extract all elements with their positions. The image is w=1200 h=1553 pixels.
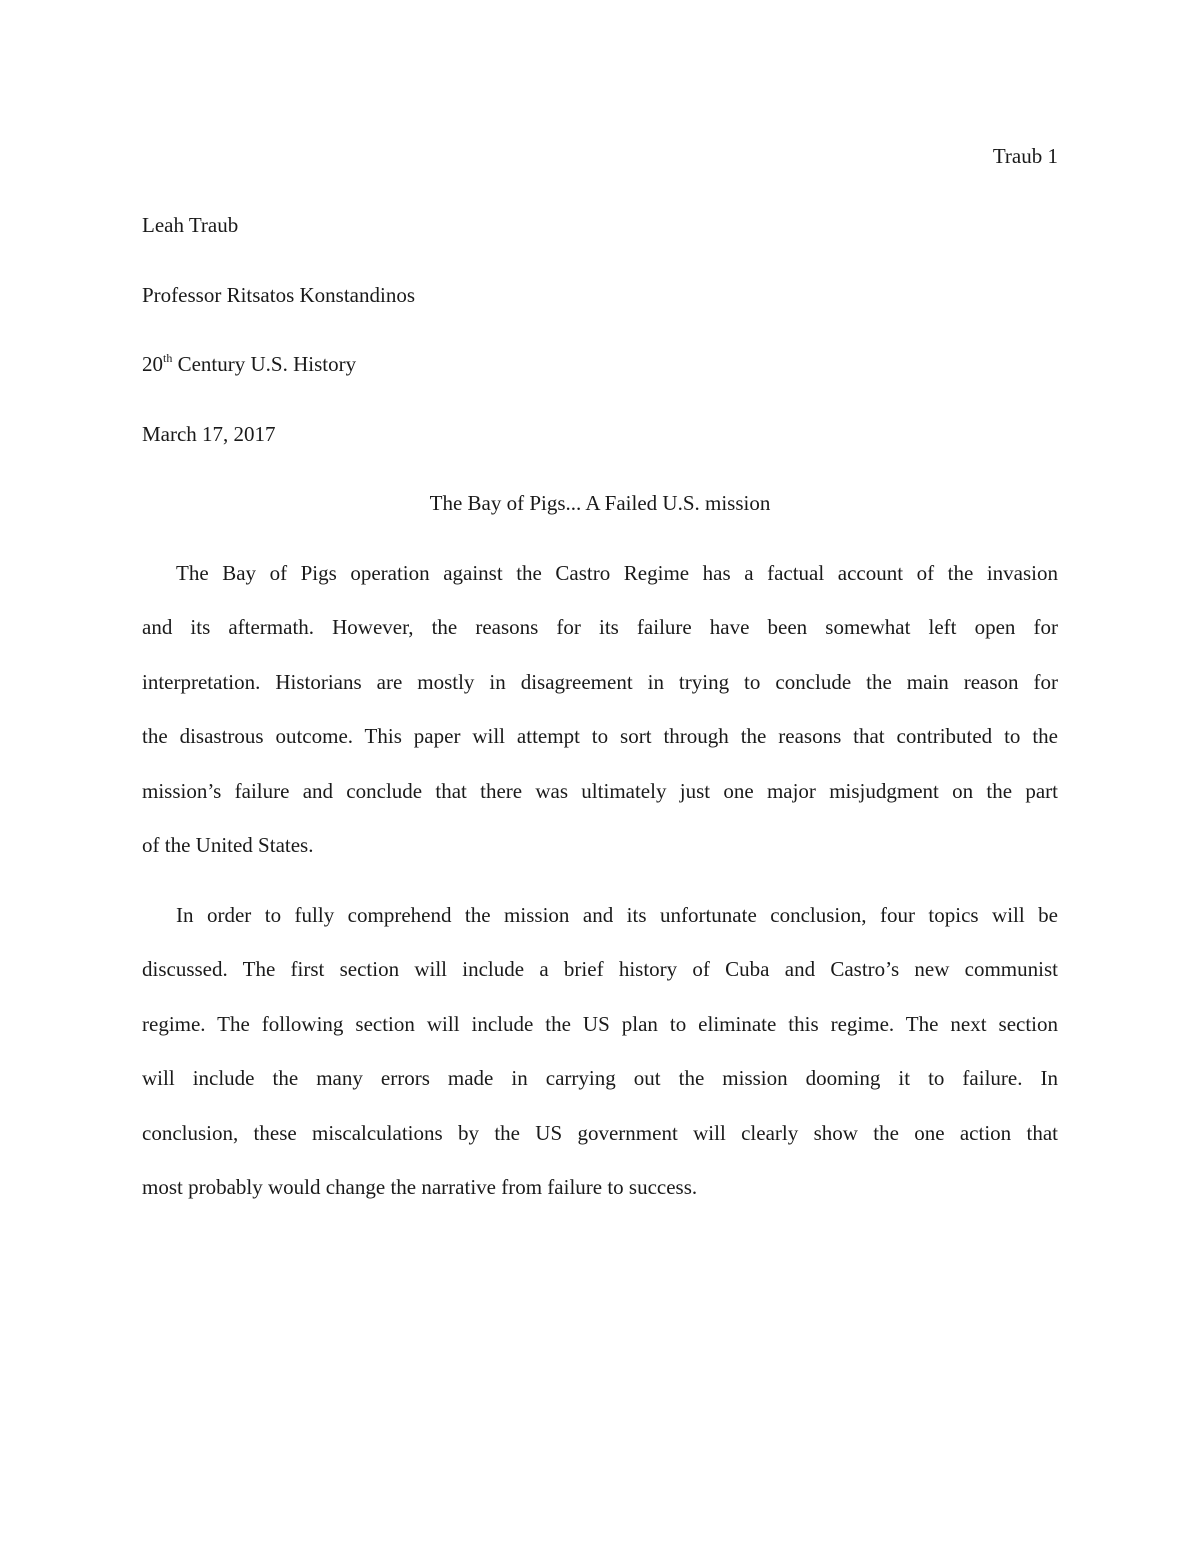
course-name <box>142 350 1058 378</box>
paragraph-line: The Bay of Pigs operation against the Castro Regime has a factual account of the invasion <box>176 560 1058 585</box>
paragraph-line: interpretation. Historians are mostly in disagreement in trying to conclude the main reason for <box>142 669 1058 694</box>
document-body <box>142 211 1058 1243</box>
running-head: Traub 1 <box>992 144 1058 168</box>
paragraph-line: most probably would change the narrative from failure to success. <box>142 1175 698 1199</box>
paragraph-line: of the United States. <box>142 833 314 857</box>
paragraph-line: the disastrous outcome. This paper will attempt to sort through the reasons that contributed to the <box>142 724 1058 748</box>
course-prefix: 20 <box>142 352 163 376</box>
paragraph-line: conclusion, these miscalculations by the US government will clearly show the one action that <box>142 1120 1058 1145</box>
paragraph-line: discussed. The first section will include a brief history of Cuba and Castro’s new communist <box>142 957 1058 981</box>
course-suffix: Century U.S. History <box>172 352 357 376</box>
paragraph-1 <box>142 559 1058 860</box>
submission-date: March 17, 2017 <box>142 421 276 446</box>
student-name: Leah Traub <box>142 213 239 237</box>
paper-title: The Bay of Pigs... A Failed U.S. mission <box>429 491 771 515</box>
paragraph-line: regime. The following section will include the US plan to eliminate this regime. The next section <box>142 1011 1058 1036</box>
paragraph-line: and its aftermath. However, the reasons for its failure have been somewhat left open for <box>142 615 1058 639</box>
paragraph-line: In order to fully comprehend the mission and its unfortunate conclusion, four topics will be <box>176 902 1058 927</box>
course-superscript: th <box>163 351 173 365</box>
paragraph-line: mission’s failure and conclude that there was ultimately just one major misjudgment on the part <box>142 778 1058 803</box>
professor-name: Professor Ritsatos Konstandinos <box>142 282 415 307</box>
paragraph-2 <box>142 901 1058 1202</box>
paragraph-line: will include the many errors made in carrying out the mission dooming it to failure. In <box>142 1066 1058 1090</box>
